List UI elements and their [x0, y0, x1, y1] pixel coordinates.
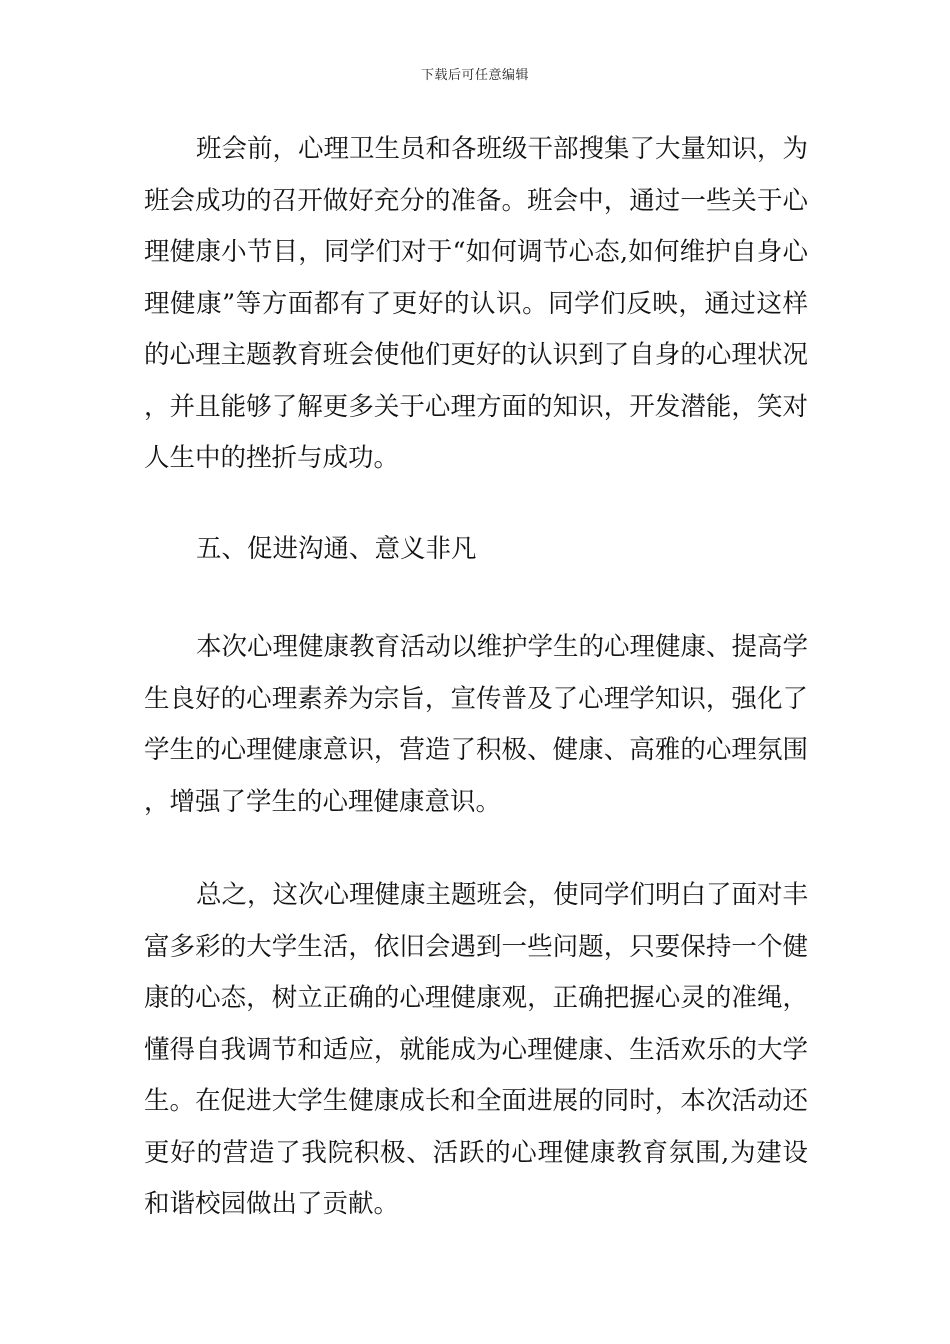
- paragraph-education-activity: 本次心理健康教育活动以维护学生的心理健康、提高学生良好的心理素养为宗旨，宣传普及了心理学知识，强化了学生的心理健康意识，营造了积极、健康、高雅的心理氛围，增强了学生的心理健康意识。: [144, 632, 809, 817]
- page-header: 下载后可任意编辑: [420, 68, 529, 83]
- section-heading-5: 五、促进沟通、意义非凡: [196, 534, 477, 564]
- paragraph-class-meeting: 班会前，心理卫生员和各班级干部搜集了大量知识，为班会成功的召开做好充分的准备。班会中，通过一些关于心理健康小节目，同学们对于“如何调节心态,如何维护自身心理健康”等方面都有了更好的认识。同学们反映，通过这样的心理主题教育班会使他们更好的认识到了自身的心理状况，并且能够了解更多关于心理方面的知识，开发潜能，笑对人生中的挫折与成功。: [144, 134, 809, 473]
- paragraph-conclusion: 总之，这次心理健康主题班会，使同学们明白了面对丰富多彩的大学生活，依旧会遇到一些问题，只要保持一个健康的心态，树立正确的心理健康观，正确把握心灵的准绳，懂得自我调节和适应，就能成为心理健康、生活欢乐的大学生。在促进大学生健康成长和全面进展的同时，本次活动还更好的营造了我院积极、活跃的心理健康教育氛围,为建设和谐校园做出了贡献。: [144, 880, 809, 1219]
